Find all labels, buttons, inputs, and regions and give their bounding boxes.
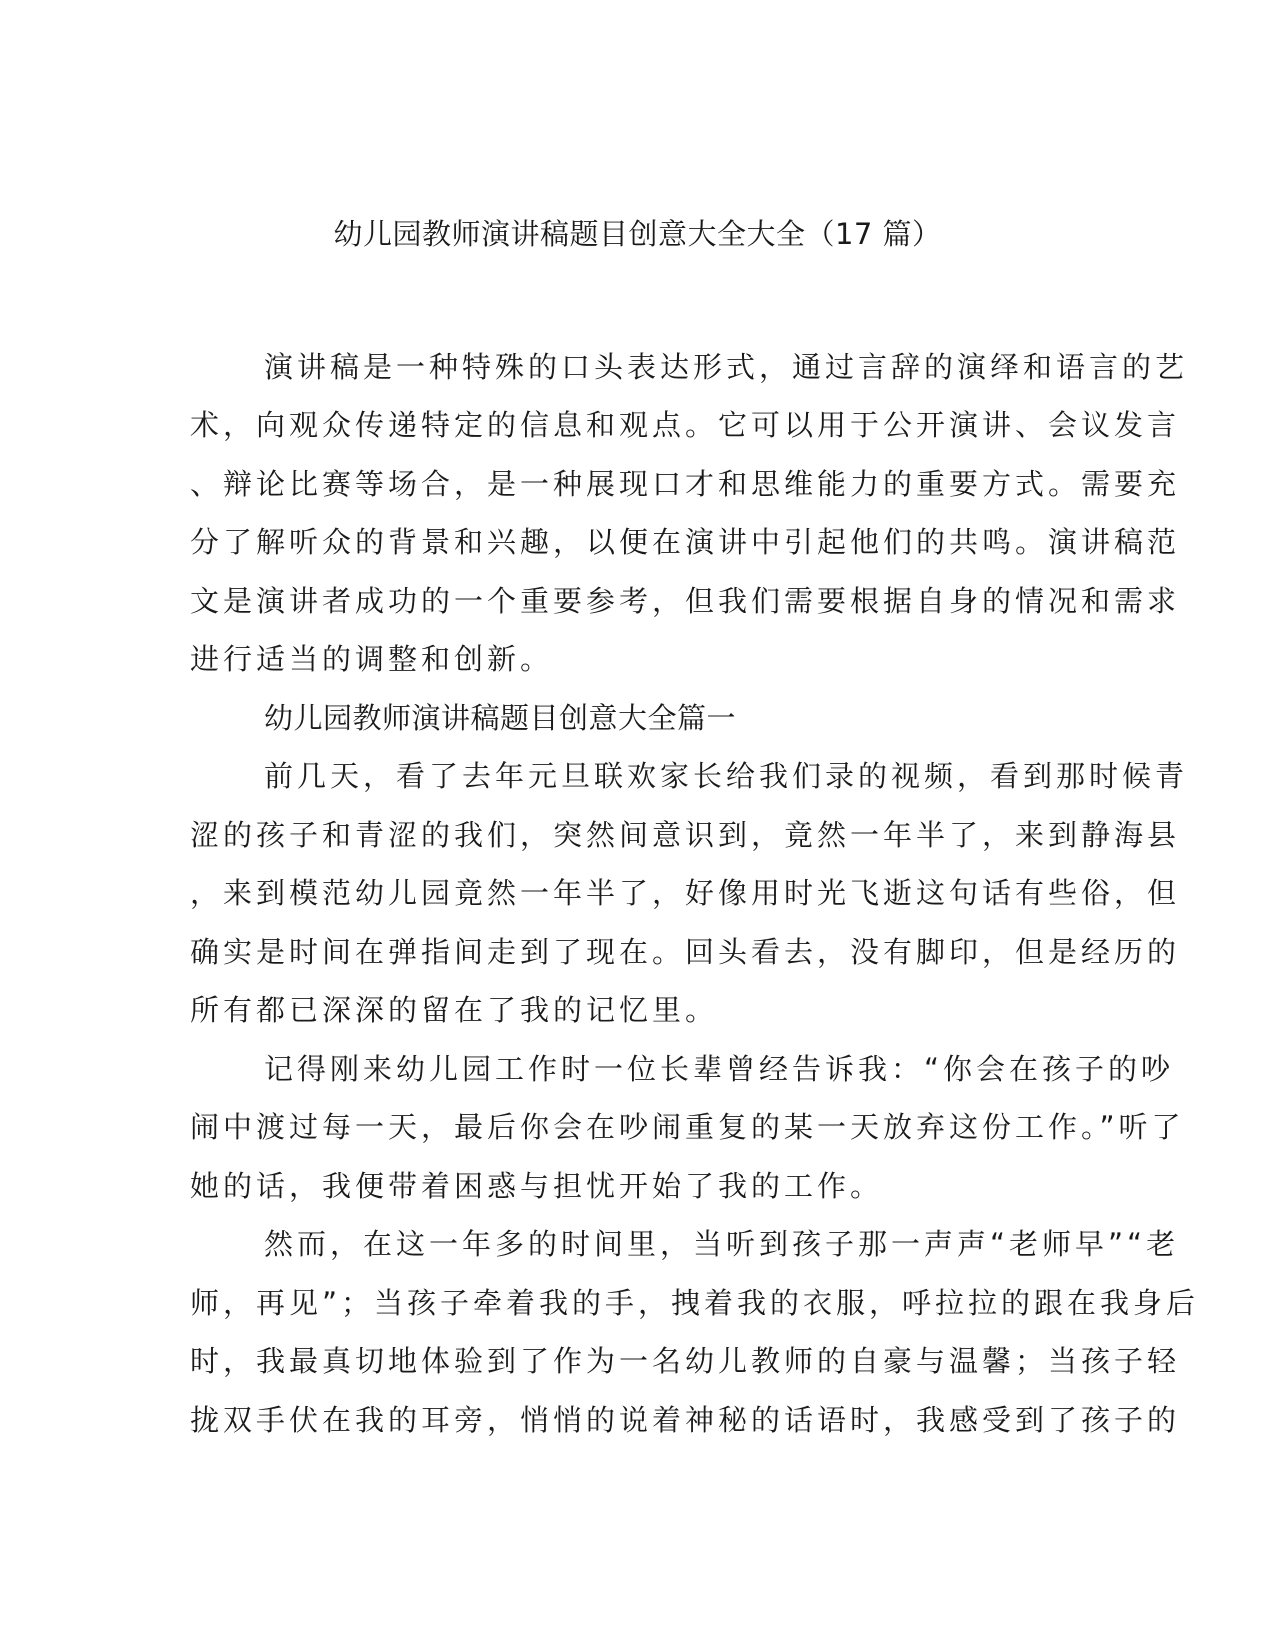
paragraph-line: 然而，在这一年多的时间里，当听到孩子那一声声“老师早”“老	[264, 1227, 1180, 1261]
paragraph-line: 、辩论比赛等场合，是一种展现口才和思维能力的重要方式。需要充	[190, 467, 1181, 501]
paragraph-line: 闹中渡过每一天，最后你会在吵闹重复的某一天放弃这份工作。”听了	[190, 1110, 1185, 1144]
paragraph-line: 演讲稿是一种特殊的口头表达形式，通过言辞的演绎和语言的艺	[264, 350, 1189, 384]
paragraph-line: 分了解听众的背景和兴趣，以便在演讲中引起他们的共鸣。演讲稿范	[190, 525, 1181, 559]
paragraph-line: 所有都已深深的留在了我的记忆里。	[190, 993, 719, 1027]
paragraph-line: 术，向观众传递特定的信息和观点。它可以用于公开演讲、会议发言	[190, 408, 1181, 442]
paragraph-line: 她的话，我便带着困惑与担忧开始了我的工作。	[190, 1169, 884, 1203]
paragraph-line: 文是演讲者成功的一个重要参考，但我们需要根据自身的情况和需求	[190, 584, 1181, 618]
paragraph-line: ，来到模范幼儿园竟然一年半了，好像用时光飞逝这句话有些俗，但	[190, 876, 1181, 910]
paragraph-line: 拢双手伏在我的耳旁，悄悄的说着神秘的话语时，我感受到了孩子的	[190, 1403, 1181, 1437]
paragraph-line: 时，我最真切地体验到了作为一名幼儿教师的自豪与温馨；当孩子轻	[190, 1344, 1181, 1378]
paragraph-line: 进行适当的调整和创新。	[190, 642, 554, 676]
paragraph-line: 前几天，看了去年元旦联欢家长给我们录的视频，看到那时候青	[264, 759, 1189, 793]
paragraph-line: 师，再见”；当孩子牵着我的手，拽着我的衣服，呼拉拉的跟在我身后	[190, 1286, 1200, 1320]
paragraph-line: 记得刚来幼儿园工作时一位长辈曾经告诉我：“你会在孩子的吵	[264, 1052, 1175, 1086]
paragraph-line: 确实是时间在弹指间走到了现在。回头看去，没有脚印，但是经历的	[190, 935, 1181, 969]
paragraph-line: 涩的孩子和青涩的我们，突然间意识到，竟然一年半了，来到静海县	[190, 818, 1181, 852]
section-heading: 幼儿园教师演讲稿题目创意大全篇一	[264, 701, 737, 735]
document-title: 幼儿园教师演讲稿题目创意大全大全（17 篇）	[333, 217, 942, 251]
